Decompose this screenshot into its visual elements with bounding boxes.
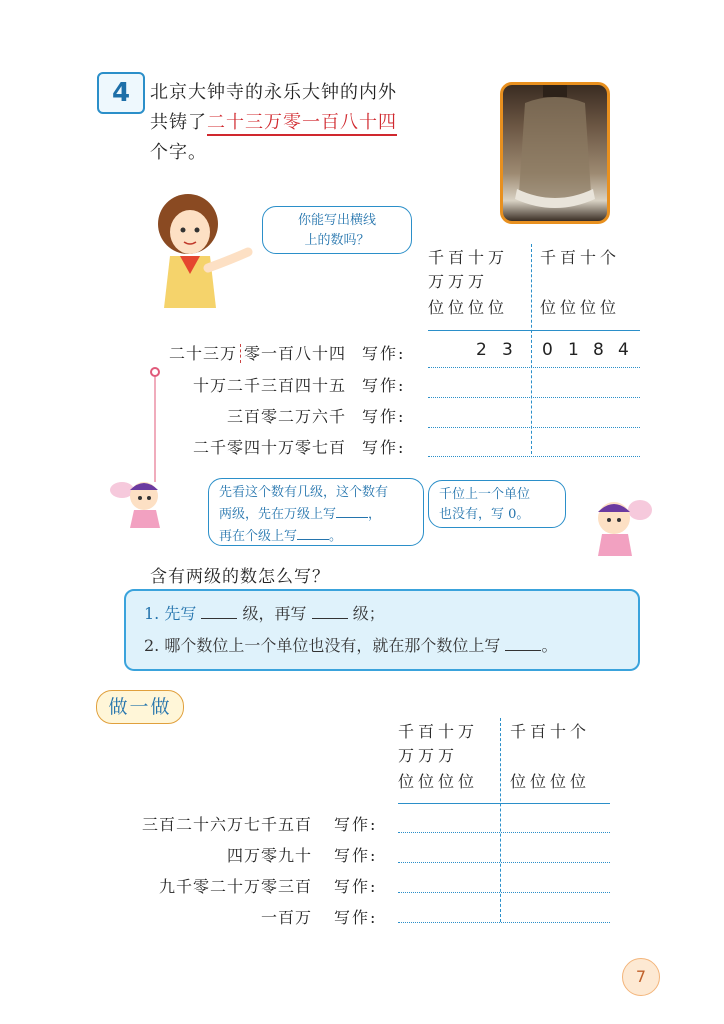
summary-item-2: 2. 哪个数位上一个单位也没有，就在那个数位上写 。 <box>144 636 558 655</box>
example-number-badge: 4 <box>97 72 145 114</box>
table1-header-rule <box>428 330 640 331</box>
fairy-right-line-1: 千位上一个单位 <box>439 487 531 502</box>
example-line-2 <box>150 108 480 138</box>
question-text: 含有两级的数怎么写？ <box>150 567 330 587</box>
place-value-header-1 <box>428 246 638 332</box>
practice-tag: 做一做 <box>96 690 184 724</box>
fairy-right-speech-bubble <box>428 480 566 528</box>
table1-row-3-label: 三百零二万六千 <box>226 407 346 426</box>
girl-illustration <box>150 190 260 310</box>
summary-item-1: 1. 先写 级，再写 级； <box>144 604 385 623</box>
girl-bubble-line-2: 上的数吗？ <box>304 233 370 248</box>
summary-box <box>124 589 640 671</box>
answer-line[interactable] <box>398 892 610 893</box>
table1-row-1-label: 二十三万 零一百八十四 <box>168 344 346 363</box>
ge-group-header-row3: 位位位位 <box>540 298 621 317</box>
example-line-1: 北京大钟寺的永乐大钟的内外 <box>150 82 397 103</box>
girl-bubble-line-1: 你能写出横线 <box>297 213 376 228</box>
wan-group-header-row3: 位位位位 <box>428 298 509 317</box>
table1-row-3-write: 写作: <box>362 407 406 426</box>
table1-row-4-write: 写作: <box>362 438 406 457</box>
example-text <box>150 78 480 168</box>
practice-row-4-label: 一百万 <box>260 908 312 927</box>
practice-row-2-write: 写作: <box>334 846 378 865</box>
practice-row-4-write: 写作: <box>334 908 378 927</box>
answer-line[interactable] <box>398 862 610 863</box>
blank <box>297 525 329 540</box>
fairy-right-illustration <box>580 490 654 560</box>
answer-line[interactable] <box>428 427 640 428</box>
blank <box>505 636 541 651</box>
bell-photo <box>500 82 610 224</box>
example-line-2-prefix: 共铸了 <box>150 112 207 133</box>
wan-group-header-row2: 万万万 <box>428 272 489 291</box>
table1-row-4-label: 二千零四十万零七百 <box>192 438 346 457</box>
ge-group-header-row3: 位位位位 <box>510 772 591 791</box>
wan-group-header-row3: 位位位位 <box>398 772 479 791</box>
example-line-3: 个字。 <box>150 142 207 163</box>
table1-row-2-write: 写作: <box>362 376 406 395</box>
practice-row-3-write: 写作: <box>334 877 378 896</box>
practice-row-1-label: 三百二十六万七千五百 <box>141 815 312 834</box>
table1-row-2-label: 十万二千三百四十五 <box>192 376 346 395</box>
answer-digit: 1 <box>568 340 579 360</box>
answer-line <box>428 367 640 368</box>
practice-row-1-write: 写作: <box>334 815 378 834</box>
table1-group-divider <box>531 244 532 454</box>
answer-line[interactable] <box>428 456 640 457</box>
girl-speech-bubble <box>262 206 412 254</box>
ge-group-header-row1: 千百十个 <box>510 722 591 741</box>
ge-group-header-row1: 千百十个 <box>540 248 621 267</box>
answer-digit: 3 <box>502 340 513 360</box>
answer-digit: 8 <box>593 340 604 360</box>
highlighted-number-words: 二十三万零一百八十四 <box>207 112 397 136</box>
answer-line[interactable] <box>398 832 610 833</box>
blank <box>201 604 237 619</box>
page-number: 7 <box>622 958 660 996</box>
answer-digit: 4 <box>618 340 629 360</box>
fairy-left-line-3: 再在个级上写 。 <box>219 525 413 547</box>
answer-line[interactable] <box>398 922 610 923</box>
table1-row-1-write: 写作: <box>362 344 406 363</box>
wan-group-header-row1: 千百十万 <box>428 248 509 267</box>
answer-line[interactable] <box>428 397 640 398</box>
place-value-header-2 <box>398 720 610 804</box>
practice-row-3-label: 九千零二十万零三百 <box>158 877 312 896</box>
wan-group-header-row1: 千百十万 <box>398 722 479 741</box>
blank <box>336 503 368 518</box>
fairy-right-line-2: 也没有，写 0。 <box>439 507 530 522</box>
answer-digit: 2 <box>476 340 487 360</box>
fairy-left-line-1: 先看这个数有几级，这个数有 <box>219 485 389 500</box>
table2-header-rule <box>398 803 610 804</box>
fairy-left-line-2: 两级，先在万级上写 ， <box>219 503 413 525</box>
blank <box>312 604 348 619</box>
fairy-left-illustration <box>108 470 172 530</box>
answer-digit: 0 <box>542 340 553 360</box>
fairy-left-speech-bubble <box>208 478 424 546</box>
wan-group-header-row2: 万万万 <box>398 746 459 765</box>
practice-row-2-label: 四万零九十 <box>226 846 312 865</box>
